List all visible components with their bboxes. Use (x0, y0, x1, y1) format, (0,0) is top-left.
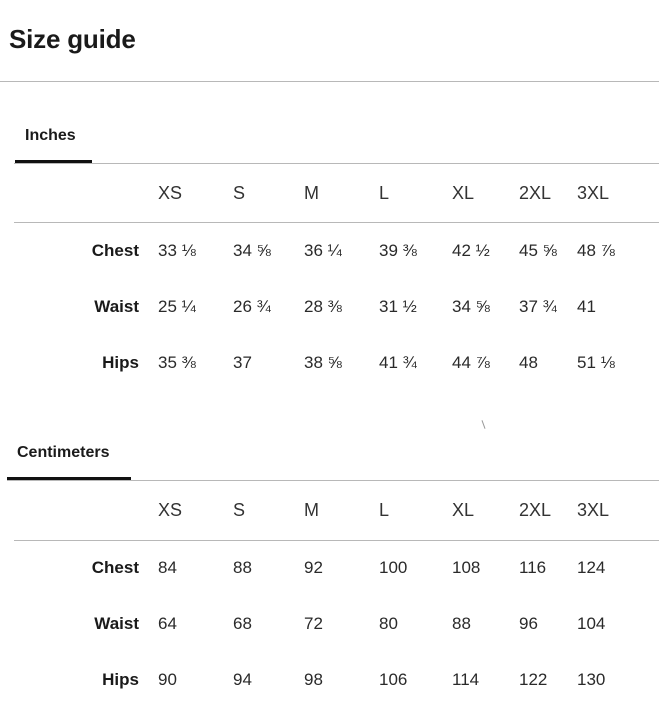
inches-header-row (0, 181, 659, 205)
table-cell: 94 (233, 670, 252, 689)
table-cell: 48 ⅞ (577, 241, 615, 260)
centimeters-header-rule (14, 540, 659, 541)
size-header: S (233, 500, 246, 520)
table-cell: 51 ⅛ (577, 353, 615, 372)
row-label: Waist (94, 297, 139, 316)
table-cell: 124 (577, 558, 606, 577)
table-cell: 114 (452, 670, 480, 689)
table-row-chest (0, 556, 659, 580)
row-label: Waist (94, 614, 139, 633)
inches-tab-rule (14, 163, 659, 164)
size-header: M (304, 183, 319, 203)
table-row-hips (0, 351, 659, 375)
table-row-waist (0, 612, 659, 636)
table-cell: 92 (304, 558, 323, 577)
table-cell: 106 (379, 670, 408, 689)
table-cell: 130 (577, 670, 606, 689)
table-cell: 116 (519, 558, 547, 577)
centimeters-tab-rule (7, 480, 659, 481)
table-cell: 26 ¾ (233, 297, 271, 316)
size-header: XL (452, 183, 475, 203)
table-row-chest (0, 239, 659, 263)
table-cell: 72 (304, 614, 323, 633)
table-cell: 31 ½ (379, 297, 417, 316)
table-cell: 45 ⅝ (519, 241, 557, 260)
table-cell: 64 (158, 614, 177, 633)
table-cell: 37 (233, 353, 252, 372)
centimeters-header-row (0, 498, 659, 522)
table-cell: 88 (452, 614, 471, 633)
table-cell: 80 (379, 614, 398, 633)
table-cell: 96 (519, 614, 538, 633)
row-label: Chest (91, 241, 139, 260)
table-cell: 42 ½ (452, 241, 490, 260)
stray-mark (481, 420, 485, 429)
table-row-waist (0, 295, 659, 319)
table-cell: 88 (233, 558, 252, 577)
table-cell: 104 (577, 614, 606, 633)
table-cell: 41 (577, 297, 596, 316)
table-cell: 37 ¾ (519, 297, 557, 316)
size-header: S (233, 183, 246, 203)
table-cell: 25 ¼ (158, 297, 196, 316)
table-cell: 28 ⅜ (304, 297, 342, 316)
table-cell: 90 (158, 670, 177, 689)
table-cell: 34 ⅝ (233, 241, 271, 260)
table-cell: 108 (452, 558, 481, 577)
table-cell: 44 ⅞ (452, 353, 490, 372)
tab-inches[interactable]: Inches (25, 127, 76, 144)
table-cell: 68 (233, 614, 252, 633)
table-cell: 41 ¾ (379, 353, 417, 372)
table-cell: 39 ⅜ (379, 241, 417, 260)
table-cell: 122 (519, 670, 548, 689)
table-cell: 84 (158, 558, 177, 577)
tab-centimeters[interactable]: Centimeters (17, 444, 110, 461)
table-cell: 34 ⅝ (452, 297, 490, 316)
page-title: Size guide (9, 24, 136, 54)
size-header: L (379, 500, 390, 520)
size-header: XL (452, 500, 475, 520)
size-header: 3XL (577, 183, 610, 203)
table-row-hips (0, 668, 659, 692)
size-header: L (379, 183, 390, 203)
table-cell: 98 (304, 670, 323, 689)
title-divider (0, 81, 659, 82)
inches-header-rule (14, 222, 659, 223)
row-label: Chest (91, 558, 139, 577)
size-header: M (304, 500, 319, 520)
table-cell: 35 ⅜ (158, 353, 196, 372)
size-header: XS (158, 183, 183, 203)
row-label: Hips (102, 353, 139, 372)
size-header: XS (158, 500, 183, 520)
size-header: 2XL (519, 500, 552, 520)
table-cell: 33 ⅛ (158, 241, 196, 260)
table-cell: 100 (379, 558, 408, 577)
table-cell: 38 ⅝ (304, 353, 342, 372)
size-header: 3XL (577, 500, 610, 520)
row-label: Hips (102, 670, 139, 689)
size-header: 2XL (519, 183, 552, 203)
table-cell: 36 ¼ (304, 241, 342, 260)
table-cell: 48 (519, 353, 538, 372)
